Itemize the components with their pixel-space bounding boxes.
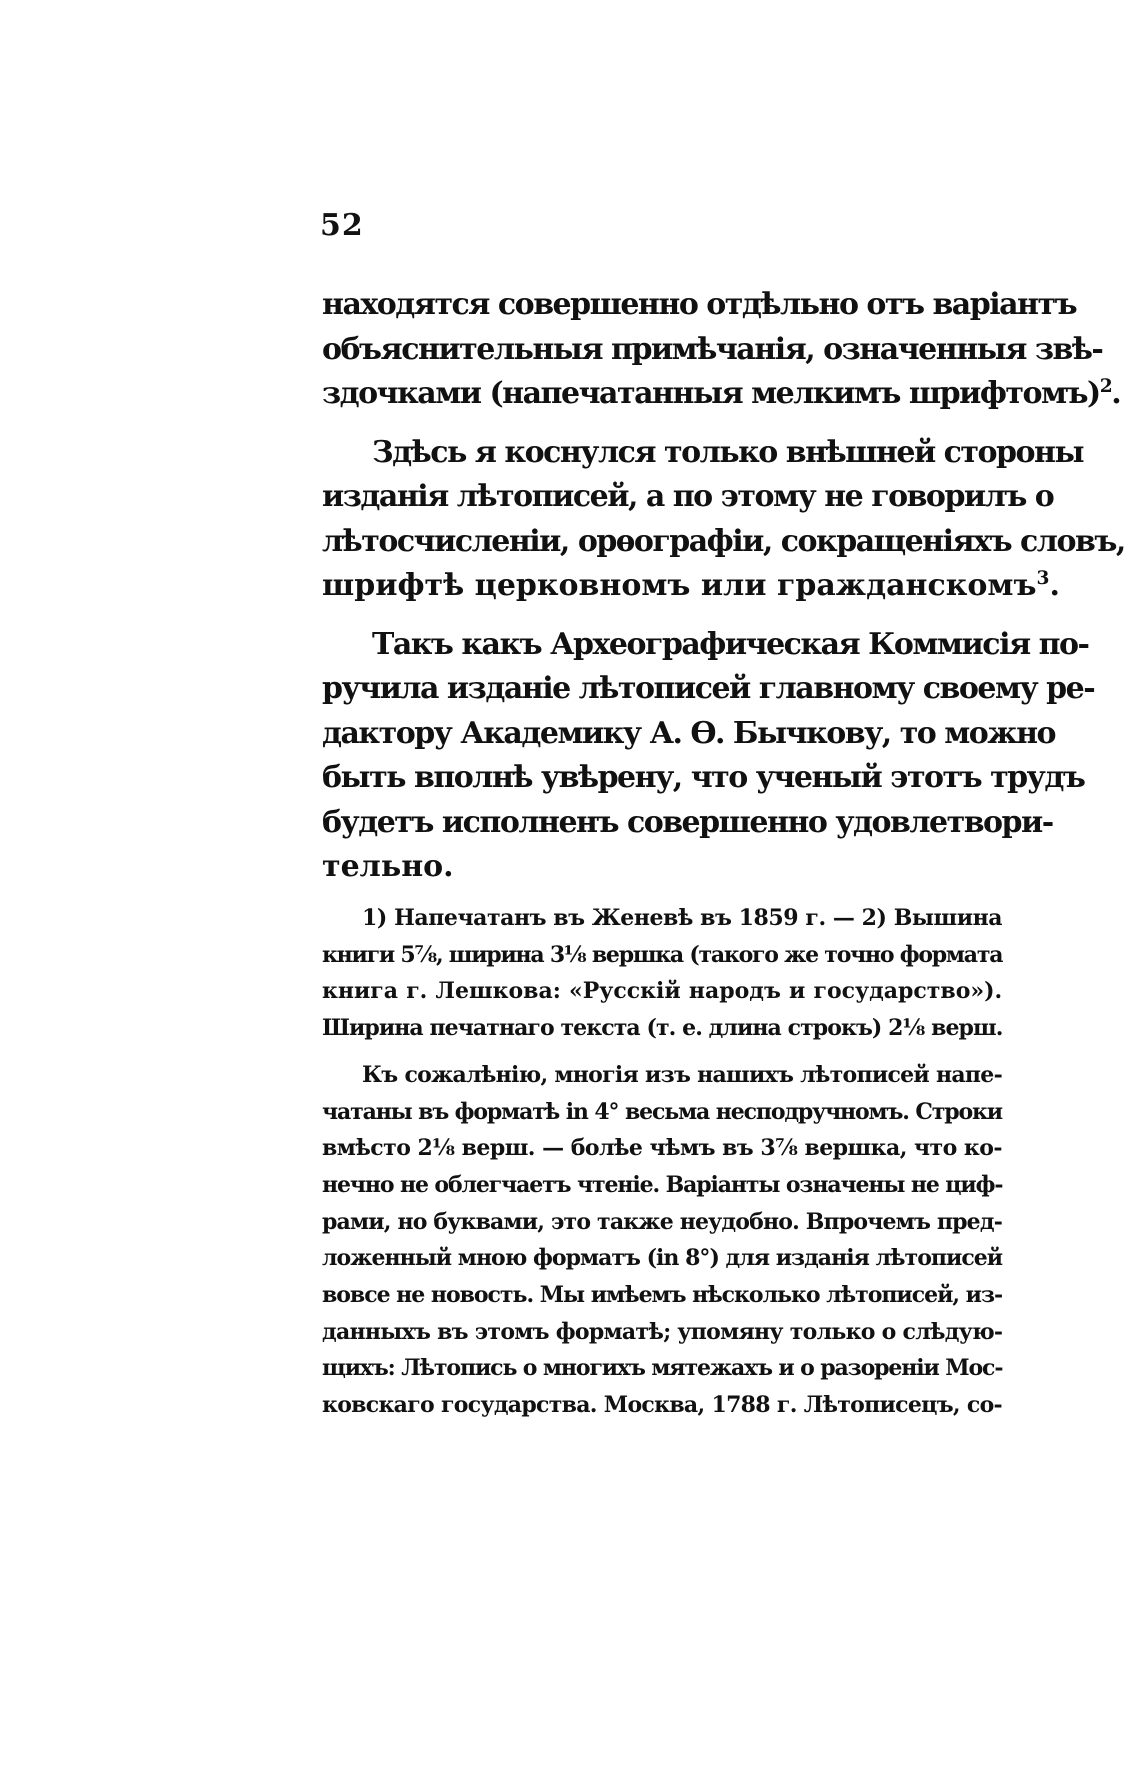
text-line: лѣтосчисленіи, орѳографіи, сокращеніяхъ словъ, <box>322 523 1125 559</box>
footnote-1 <box>322 900 1002 1047</box>
footnote-line: книги 5⅞, ширина 3⅛ вершка (такого же точно формата <box>322 941 1003 968</box>
footnotes <box>322 900 1002 1424</box>
footnote-2 <box>322 1057 1002 1424</box>
text-line: будетъ исполненъ совершенно удовлетвори- <box>322 804 1053 840</box>
footnote-line: данныхъ въ этомъ форматѣ; упомяну только о слѣдую- <box>322 1318 1003 1345</box>
text-line: быть вполнѣ увѣрену, что ученый этотъ трудъ <box>322 760 1085 795</box>
paragraph-1 <box>322 283 1121 417</box>
text-line-content: шрифтѣ церковномъ или гражданскомъ <box>322 568 1037 603</box>
footnote-ref-2: 2 <box>1099 376 1112 397</box>
footnote-line: вовсе не новость. Мы имѣемъ нѣсколько лѣтописей, из- <box>322 1282 1003 1309</box>
footnote-line: рами, но буквами, это также неудобно. Впрочемъ пред- <box>322 1208 1002 1235</box>
text-line <box>322 372 1121 417</box>
text-line: тельно. <box>322 849 454 884</box>
text-line: ручила изданіе лѣтописей главному своему ре- <box>322 671 1095 706</box>
text-line: Здѣсь я коснулся только внѣшней стороны <box>372 434 1084 470</box>
text-line: объяснительныя примѣчанія, означенныя звѣ- <box>322 331 1103 367</box>
text-line-content: здочками (напечатанныя мелкимъ шрифтомъ) <box>322 376 1100 411</box>
text-line: находятся совершенно отдѣльно отъ варіантъ <box>322 287 1077 322</box>
footnote-line: ложенный мною форматъ (in 8°) для изданія лѣтописей <box>322 1245 1003 1272</box>
text-line-end: . <box>1111 376 1121 411</box>
text-line-end: . <box>1049 568 1060 603</box>
footnote-line: нечно не облегчаетъ чтеніе. Варіанты означены не циф- <box>322 1171 1003 1198</box>
text-line: Такъ какъ Археографическая Коммисія по- <box>372 626 1089 662</box>
text-line <box>322 564 1060 609</box>
footnote-line: ковскаго государства. Москва, 1788 г. Лѣтописецъ, со- <box>322 1392 1002 1419</box>
footnote-line: щихъ: Лѣтопись о многихъ мятежахъ и о разореніи Мос- <box>322 1355 1003 1382</box>
footnote-line: вмѣсто 2⅛ верш. — болѣе чѣмъ въ 3⅞ вершка, что ко- <box>322 1135 1002 1162</box>
text-line: дактору Академику А. Ѳ. Бычкову, то можно <box>322 715 1056 751</box>
footnote-line: чатаны въ форматѣ in 4° весьма неcподручномъ. Строки <box>322 1098 1002 1125</box>
main-text <box>322 283 1125 890</box>
text-line: изданія лѣтописей, а по этому не говорилъ о <box>322 479 1054 514</box>
footnote-ref-3: 3 <box>1036 568 1050 589</box>
footnote-line: Ширина печатнаго текста (т. е. длина строкъ) 2⅛ верш. <box>322 1015 1003 1042</box>
paragraph-3 <box>322 623 1095 890</box>
footnote-line: 1) Напечатанъ въ Женевѣ въ 1859 г. — 2) Вышина <box>362 905 1003 931</box>
footnote-line: книга г. Лешкова: «Русскій народъ и государство»). <box>322 978 1003 1005</box>
page-number: 52 <box>320 208 364 243</box>
paragraph-2 <box>322 431 1125 609</box>
footnote-line: Къ сожалѣнію, многія изъ нашихъ лѣтописей напе- <box>362 1061 1002 1088</box>
